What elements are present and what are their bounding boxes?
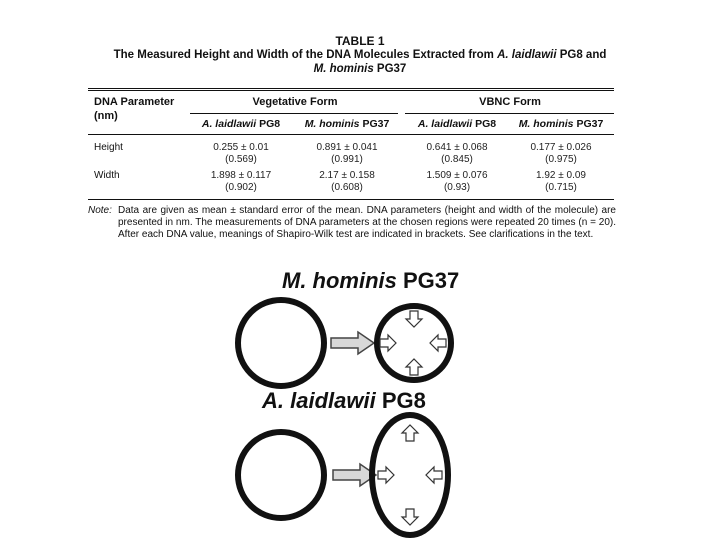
cell-p: (0.569) [225, 154, 257, 165]
column-strain: PG37 [359, 118, 390, 130]
group-header-vegetative: Vegetative Form [252, 96, 338, 108]
column-strain: PG8 [256, 118, 281, 130]
cell-p: (0.975) [545, 154, 577, 165]
column-strain: PG8 [472, 118, 497, 130]
panel-species-1: M. hominis [282, 268, 397, 293]
relaxed-dna-circle-1 [238, 300, 324, 386]
cell-p: (0.991) [331, 154, 363, 165]
stretch-arrow-bottom [402, 509, 418, 525]
caption-strain-2: PG37 [373, 63, 407, 75]
note-text: Data are given as mean ± standard error of the mean. DNA parameters (height and width of the molecule) are presented in nm. The measurements of DNA parameters at the chosen regions were repeated 20 times (n = 20). After each DNA value, meanings of Shapiro-Wilk test are indicated in brackets. See clarifications in the text. [118, 205, 616, 240]
stretch-arrow-top [402, 425, 418, 441]
compression-arrow-top [406, 311, 422, 327]
row-label-height: Height [94, 142, 123, 153]
param-header-line2: (nm) [94, 110, 118, 122]
cell-value: 1.509 ± 0.076 [426, 170, 488, 181]
cell-p: (0.845) [441, 154, 473, 165]
panel-strain-1: PG37 [396, 268, 460, 293]
row-label-width: Width [94, 170, 120, 181]
param-header-line1: DNA Parameter [94, 96, 175, 108]
column-species: A. laidlawii [417, 118, 473, 130]
cell-value: 0.891 ± 0.041 [316, 142, 378, 153]
panel-strain-2: PG8 [375, 388, 426, 413]
column-species: M. hominis [304, 118, 360, 130]
cell-value: 0.255 ± 0.01 [213, 142, 269, 153]
group-header-vbnc: VBNC Form [479, 96, 541, 108]
cell-value: 0.177 ± 0.026 [530, 142, 592, 153]
column-species: A. laidlawii [201, 118, 257, 130]
cell-value: 1.92 ± 0.09 [536, 170, 586, 181]
panel-species-2: A. laidlawii [262, 388, 376, 413]
compression-arrow-bottom [406, 359, 422, 375]
compression-arrow-right-2 [426, 467, 442, 483]
compression-arrow-left [380, 335, 396, 351]
cell-p: (0.902) [225, 182, 257, 193]
relaxed-dna-circle-2 [238, 432, 324, 518]
transition-arrow-1 [331, 332, 374, 354]
cell-value: 1.898 ± 0.117 [210, 170, 272, 181]
caption-species-1: A. laidlawii [497, 49, 557, 61]
caption-species-2: M. hominis [313, 63, 374, 75]
caption-text: The Measured Height and Width of the DNA Molecules Extracted from [113, 49, 498, 61]
cell-p: (0.715) [545, 182, 577, 193]
cell-p: (0.608) [331, 182, 363, 193]
note-label: Note: [88, 205, 112, 216]
cell-value: 0.641 ± 0.068 [426, 142, 488, 153]
table-title: TABLE 1 [335, 34, 385, 48]
cell-value: 2.17 ± 0.158 [319, 170, 375, 181]
compression-arrow-left-2 [378, 467, 394, 483]
caption-strain-1: PG8 and [556, 49, 607, 61]
column-species: M. hominis [518, 118, 574, 130]
cell-p: (0.93) [443, 182, 471, 193]
column-strain: PG37 [573, 118, 604, 130]
compression-arrow-right [430, 335, 446, 351]
